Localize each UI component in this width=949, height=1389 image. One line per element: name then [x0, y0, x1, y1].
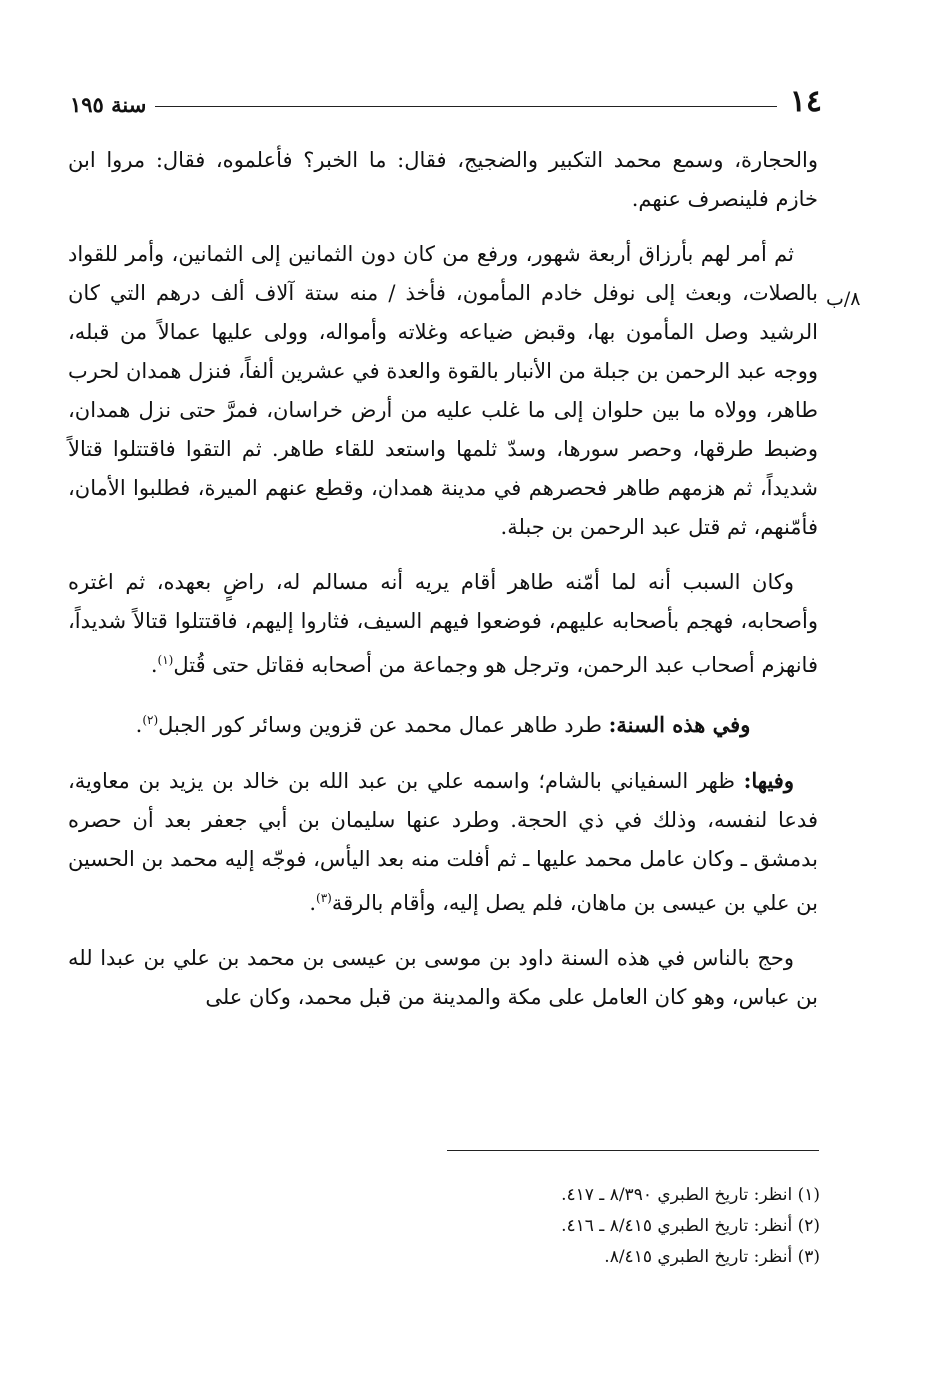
- footnote-ref: (٣): [316, 891, 332, 905]
- header-rule: [155, 106, 777, 107]
- paragraph: [68, 141, 818, 219]
- period: .: [135, 713, 143, 737]
- paragraph: [68, 235, 818, 547]
- paragraph-text: طرد طاهر عمال محمد عن قزوين وسائر كور الجبل: [158, 713, 609, 737]
- footnotes: [300, 1180, 820, 1273]
- paragraph-text: والحجارة، وسمع محمد التكبير والضجيج، فقال: ما الخبر؟ فأعلموه، فقال: مروا ابن خازم فلينصرف عنهم.: [68, 148, 818, 211]
- footnote-rule: [447, 1150, 819, 1151]
- paragraph-text: ظهر السفياني بالشام؛ واسمه علي بن عبد الله بن خالد بن يزيد بن معاوية، فدعا لنفسه، وذلك في ذي الحجة. وطرد عنها سليمان بن أبي جعفر بعد أن حصره بدمشق ـ وكان عامل محمد عليها ـ ثم أفلت منه بعد اليأس، فوجّه إليه محمد بن الحسين بن علي بن عيسى بن ماهان، فلم يصل إليه، وأقام بالرقة: [68, 769, 818, 915]
- footnote-ref: (٢): [142, 713, 159, 727]
- paragraph: [68, 701, 818, 745]
- paragraph: [68, 761, 818, 923]
- page-header: [70, 84, 822, 124]
- running-head: سنة ١٩٥: [70, 92, 147, 117]
- manuscript-folio-note: ٨/ب: [826, 288, 861, 310]
- main-text: [68, 141, 818, 1033]
- footnote: (١) انظر: تاريخ الطبري ٨/٣٩٠ ـ ٤١٧.: [561, 1185, 820, 1205]
- paragraph-text: ثم أمر لهم بأرزاق أربعة شهور، ورفع من كان دون الثمانين إلى الثمانين، وأمر للقواد بالصلات، وبعث إلى نوفل خادم المأمون، فأخذ / منه ستة آلاف ألف درهم التي كان الرشيد وصل المأمون بها، وقبض ضياعه وغلاته وأمواله، وولى عليها عمالاً من قبله، ووجه عبد الرحمن بن جبلة من الأنبار بالقوة والعدة في عشرين ألفاً، فنزل همدان لحرب طاهر، وولاه ما بين حلوان إلى ما غلب عليه من أرض خراسان، فمرَّ حتى نزل همدان، وضبط طرقها، وحصر سورها، وسدّ ثلمها واستعد للقاء طاهر. ثم التقوا فاقتتلوا قتالاً شديداً، ثم هزمهم طاهر فحصرهم في مدينة همدان، وقطع عنهم الميرة، فطلبوا الأمان، فأمّنهم، ثم قتل عبد الرحمن بن جبلة.: [68, 242, 818, 539]
- footnote-ref: (١): [157, 653, 174, 667]
- footnote: (٢) أنظر: تاريخ الطبري ٨/٤١٥ ـ ٤١٦.: [561, 1216, 820, 1236]
- paragraph: [68, 563, 818, 685]
- period: .: [309, 891, 317, 915]
- paragraph: [68, 939, 818, 1017]
- paragraph-text: وحج بالناس في هذه السنة داود بن موسى بن عيسى بن محمد بن علي بن عبدا لله بن عباس، وهو كان العامل على مكة والمدينة من قبل محمد، وكان على: [68, 946, 818, 1009]
- paragraph-lead: وفي هذه السنة:: [608, 712, 751, 737]
- period: .: [150, 653, 158, 677]
- paragraph-text: وكان السبب أنه لما أمّنه طاهر أقام يريه أنه مسالم له، راضٍ بعهده، ثم اغتره وأصحابه، فهجم بأصحابه عليهم، فوضعوا فيهم السيف، فثاروا إليهم، فاقتتلوا قتالاً شديداً، فانهزم أصحاب عبد الرحمن، وترجل هو وجماعة من أصحابه فقاتل حتى قُتل: [68, 570, 818, 677]
- footnote: (٣) أنظر: تاريخ الطبري ٨/٤١٥.: [604, 1247, 820, 1267]
- page-number: ١٤: [789, 84, 822, 119]
- paragraph-lead: وفيها:: [743, 768, 794, 793]
